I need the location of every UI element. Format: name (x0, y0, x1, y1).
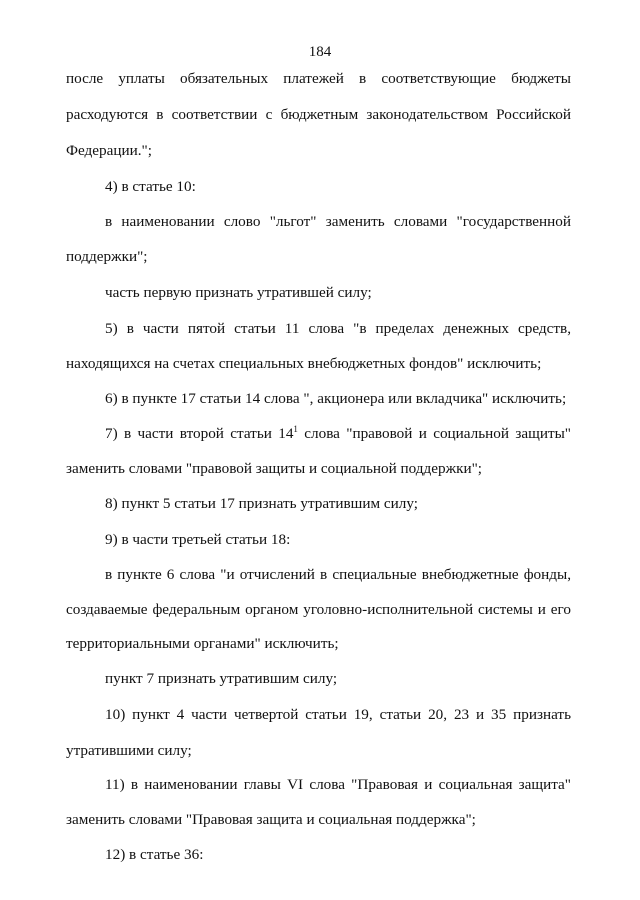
text-line: 5) в части пятой статьи 11 слова "в пределах денежных средств, (105, 320, 571, 337)
text-line: заменить словами "правовой защиты и социальной поддержки"; (66, 460, 483, 477)
text-line: 4) в статье 10: (105, 178, 196, 195)
text-line: расходуются в соответствии с бюджетным законодательством Российской (66, 106, 571, 123)
text-line: часть первую признать утратившей силу; (105, 284, 372, 301)
text-line: 9) в части третьей статьи 18: (105, 531, 291, 548)
superscript: 1 (293, 424, 298, 434)
text-line: в пункте 6 слова "и отчислений в специальные внебюджетные фонды, (105, 566, 571, 583)
text-line: 8) пункт 5 статьи 17 признать утратившим силу; (105, 495, 418, 512)
text-segment: слова "правовой и социальной защиты" (297, 425, 571, 442)
text-line: 12) в статье 36: (105, 846, 204, 863)
text-line: территориальными органами" исключить; (66, 635, 339, 652)
text-line: 6) в пункте 17 статьи 14 слова ", акционера или вкладчика" исключить; (105, 390, 567, 407)
text-line: пункт 7 признать утратившим силу; (105, 670, 338, 687)
text-line: поддержки"; (66, 248, 148, 265)
text-line: после уплаты обязательных платежей в соответствующие бюджеты (66, 70, 571, 87)
text-line: в наименовании слово "льгот" заменить словами "государственной (105, 213, 571, 230)
text-line: утратившими силу; (66, 742, 192, 759)
text-line: заменить словами "Правовая защита и социальная поддержка"; (66, 811, 476, 828)
text-line (105, 425, 571, 443)
text-line: находящихся на счетах специальных внебюджетных фондов" исключить; (66, 355, 542, 372)
page-number: 184 (308, 44, 332, 60)
text-line: 11) в наименовании главы VI слова "Правовая и социальная защита" (105, 776, 571, 793)
text-line: создаваемые федеральным органом уголовно-исполнительной системы и его (66, 601, 571, 618)
text-segment: 7) в части второй статьи 14 (105, 425, 294, 442)
text-line: Федерации."; (66, 142, 152, 159)
text-line: 10) пункт 4 части четвертой статьи 19, статьи 20, 23 и 35 признать (105, 706, 571, 723)
